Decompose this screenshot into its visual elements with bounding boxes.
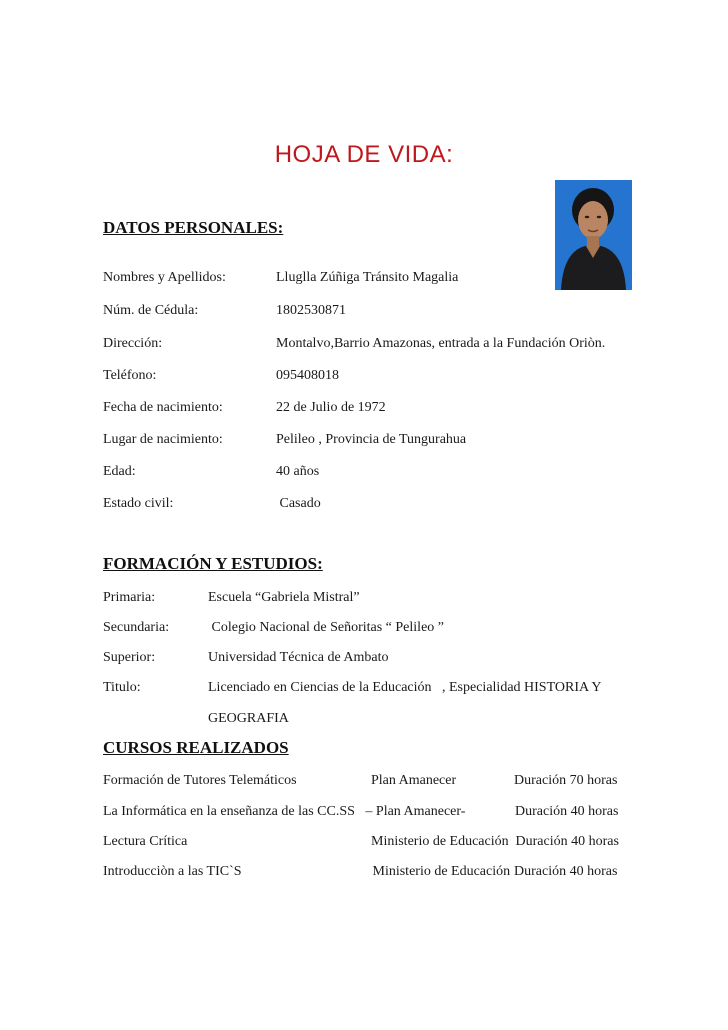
portrait-photo	[555, 180, 632, 290]
field-value: Universidad Técnica de Ambato	[208, 650, 389, 665]
field-label: Fecha de nacimiento:	[103, 400, 223, 415]
field-label: Secundaria:	[103, 620, 170, 635]
course-duration: Duración 40 horas	[515, 804, 619, 819]
field-label: Edad:	[103, 464, 136, 479]
field-value: 40 años	[276, 464, 320, 479]
field-label: Lugar de nacimiento:	[103, 432, 223, 447]
field-value: Lluglla Zúñiga Tránsito Magalia	[276, 270, 459, 285]
field-value: Escuela “Gabriela Mistral”	[208, 590, 360, 605]
course-name: La Informática en la enseñanza de las CC.SS – Plan Amanecer-	[103, 804, 466, 819]
field-value: Colegio Nacional de Señoritas “ Pelileo ”	[208, 620, 444, 635]
portrait-photo-icon	[555, 180, 632, 290]
field-label: Nombres y Apellidos:	[103, 270, 226, 285]
field-value: Pelileo , Provincia de Tungurahua	[276, 432, 467, 447]
personal-data-heading: DATOS PERSONALES:	[103, 218, 284, 237]
course-provider: Ministerio de Educación	[371, 834, 509, 849]
field-value: 1802530871	[276, 303, 346, 318]
field-value: 095408018	[276, 368, 339, 383]
field-value: Montalvo,Barrio Amazonas, entrada a la Fundación Oriòn.	[276, 336, 606, 351]
field-label: Teléfono:	[103, 368, 157, 383]
document-title: HOJA DE VIDA:	[274, 141, 454, 168]
field-label: Núm. de Cédula:	[103, 303, 199, 318]
course-provider: Ministerio de Educación	[369, 864, 511, 879]
field-value: Casado	[276, 496, 321, 511]
field-label: Dirección:	[103, 336, 163, 351]
field-value: 22 de Julio de 1972	[276, 400, 386, 415]
field-value: Licenciado en Ciencias de la Educación , Especialidad HISTORIA Y	[208, 680, 602, 695]
field-label: Primaria:	[103, 590, 156, 605]
course-name: Introducciòn a las TIC`S	[103, 864, 242, 879]
course-provider: Plan Amanecer	[371, 773, 457, 788]
course-duration: Duración 40 horas	[512, 834, 619, 849]
course-name: Lectura Crítica	[103, 834, 188, 849]
course-duration: Duración 70 horas	[514, 773, 618, 788]
field-label: Superior:	[103, 650, 156, 665]
courses-heading: CURSOS REALIZADOS	[103, 738, 289, 757]
field-label: Titulo:	[103, 680, 141, 695]
education-heading: FORMACIÓN Y ESTUDIOS:	[103, 554, 323, 573]
field-value: GEOGRAFIA	[208, 711, 289, 726]
course-duration: Duración 40 horas	[514, 864, 618, 879]
course-name: Formación de Tutores Telemáticos	[103, 773, 297, 788]
field-label: Estado civil:	[103, 496, 174, 511]
